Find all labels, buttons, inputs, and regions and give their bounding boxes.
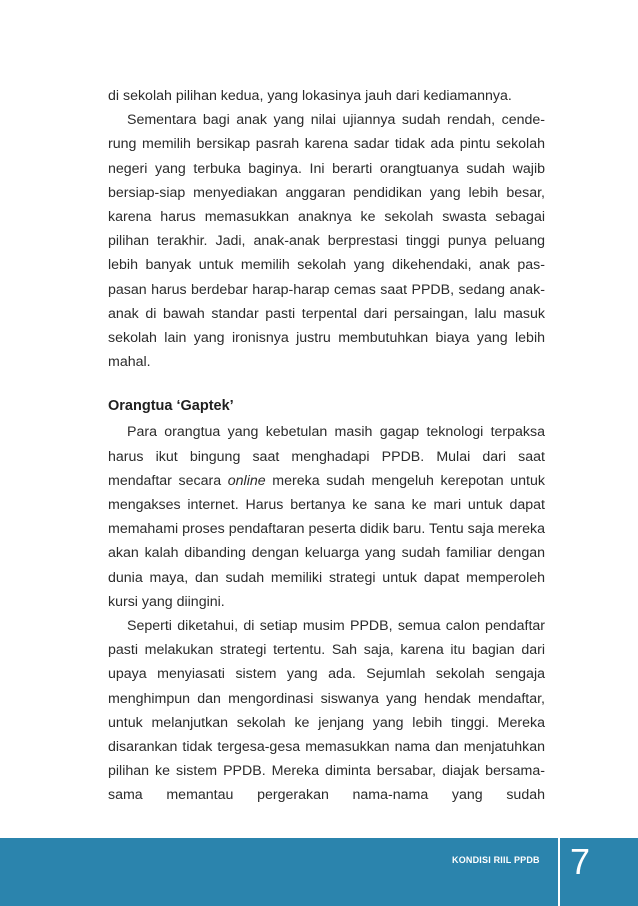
paragraph-gaptek — [108, 420, 545, 614]
paragraph-strategy: Seperti diketahui, di setiap musim PPDB, semua calon pendaftar pasti melakukan strategi tertentu. Sah saja, karena itu bagian dari upaya menyiasati sistem yang ada. Sejumlah sekolah sengaja menghimpun dan mengordinasi siswanya yang hendak mendaftar, untuk melanjutkan sekolah ke jenjang yang lebih tinggi. Mereka disarankan tidak tergesa-gesa memasukkan nama dan menjatuhkan pilihan ke sistem PPDB. Mereka diminta bersabar, diajak bersama-sama memantau pergerakan nama-nama yang sudah — [108, 618, 545, 804]
page-body — [108, 84, 545, 808]
paragraph-gaptek-text-2: mereka sudah mengeluh kerepotan untuk mengakses internet. Harus bertanya ke sana ke mari untuk dapat memahami proses pendaftaran peserta didik baru. Tentu saja mereka akan kalah dibanding dengan keluarga yang sudah familiar dengan dunia maya, dan sudah memiliki strategi untuk dapat memperoleh kursi yang diingini. — [108, 472, 545, 610]
footer-divider — [558, 838, 560, 906]
paragraph-gaptek-emphasis: online — [227, 472, 266, 489]
running-footer-label: KONDISI RIIL PPDB — [452, 855, 540, 865]
paragraph-low-scores: Sementara bagi anak yang nilai ujiannya sudah rendah, cenderung memilih bersikap pasrah karena sadar tidak ada pintu sekolah negeri yang terbuka baginya. Ini berarti orangtuanya sudah wajib bersiap-siap menyediakan anggaran pendidikan yang lebih besar, karena harus memasukkan anaknya ke sekolah swasta sebagai pilihan terakhir. Jadi, anak-anak berprestasi tinggi punya peluang lebih banyak untuk memilih sekolah yang dikehendaki, anak paspasan harus berdebar harap-harap cemas saat PPDB, sedang anak-anak di bawah standar pasti terpental dari persaingan, lalu masuk sekolah lain yang ironisnya justru membutuhkan biaya yang lebih mahal. — [108, 112, 545, 371]
section-heading: Orangtua ‘Gaptek’ — [108, 398, 234, 415]
paragraph-continuation: di sekolah pilihan kedua, yang lokasinya jauh dari kediamannya. — [108, 88, 512, 104]
page-number: 7 — [570, 841, 591, 882]
paragraph-gaptek-text-1: Para orangtua yang kebetulan masih gagap teknologi terpaksa harus ikut bingung saat menghadapi PPDB. Mulai dari saat mendaftar secara — [108, 424, 545, 489]
footer-bar — [0, 838, 638, 906]
